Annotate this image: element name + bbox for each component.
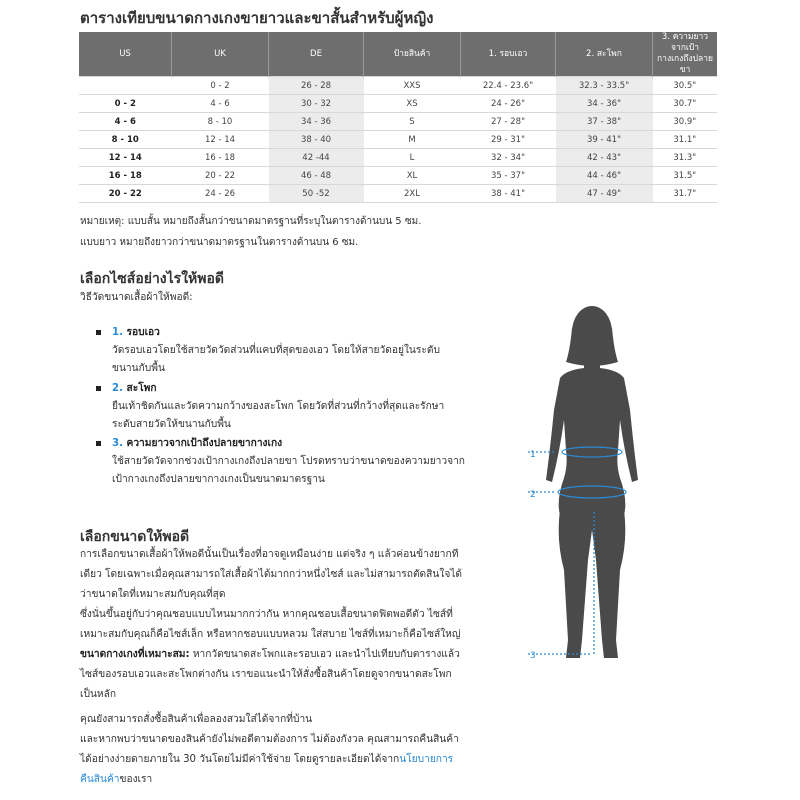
table-cell: 4 - 6 [210,98,230,109]
return-line [80,770,480,790]
table-cell: 24 - 26" [490,98,525,109]
table-row [79,113,717,131]
fit-line: ไซส์ของรอบเอวและสะโพกต่างกัน เราขอแนะนำให้สั่งซื้อสินค้าโดยดูจากขนาดสะโพก [80,669,452,680]
table-cell: 34 - 36" [556,95,653,113]
fit-line: ซึ่งนั่นขึ้นอยู่กับว่าคุณชอบแบบไหนมากกว่ากัน หากคุณชอบเสื้อขนาดฟิตพอดีตัว ไซส์ที่ [80,609,453,620]
return-tail: ของเรา [119,774,153,785]
table-cell: 31.1" [673,134,697,145]
item-number: 2. [112,383,123,394]
fit-paragraph [80,545,480,705]
table-cell: 8 - 10 [111,134,139,145]
body-measurement-figure [520,300,660,670]
table-cell: 38 - 40 [269,131,364,149]
table-cell: 32 - 34" [490,152,525,163]
header-uk: UK [172,32,269,77]
item-title: สะโพก [126,383,157,394]
label-1: 1 [530,450,536,460]
table-cell: 8 - 10 [207,116,233,127]
bullet-icon [96,441,101,446]
pants-fit-text: หากวัดขนาดสะโพกและรอบเอว และนำไปเทียบกับตารางแล้ว [189,649,460,660]
table-cell: 29 - 31" [490,134,525,145]
table-cell: 46 - 48 [269,167,364,185]
page-title: ตารางเทียบขนาดกางเกงขายาวและขาสั้นสำหรับผู้หญิง [80,9,434,27]
return-policy-link[interactable]: นโยบายการ [399,754,454,765]
howto-item-waist [96,324,476,378]
table-cell: 24 - 26 [204,188,236,199]
item-number: 3. [112,438,123,449]
table-header-row [79,32,717,77]
table-cell: M [408,134,416,145]
table-cell: 42 -44 [269,149,364,167]
item-number: 1. [112,327,123,338]
table-cell: 31.3" [673,152,697,163]
table-row [79,131,717,149]
table-cell: 0 - 2 [210,80,230,91]
item-text: ขนานกับพื้น [112,363,165,374]
return-line [80,750,480,770]
table-cell: S [409,116,415,127]
label-3: 3 [530,651,536,661]
item-title: ความยาวจากเป้าถึงปลายขากางเกง [126,438,283,449]
pants-fit-label: ขนาดกางเกงที่เหมาะสม: [80,649,190,660]
table-cell: 42 - 43" [556,149,653,167]
return-policy-link-cont[interactable]: คืนสินค้า [80,774,120,785]
table-cell: XXS [403,80,421,91]
table-cell: 47 - 49" [556,185,653,203]
howto-intro: วิธีวัดขนาดเสื้อผ้าให้พอดี: [80,292,193,303]
item-text: เป้ากางเกงถึงปลายขากางเกงเป็นขนาดมาตรฐาน [112,474,325,485]
table-cell: 31.7" [673,188,697,199]
table-cell: 32.3 - 33.5" [556,77,653,95]
table-cell [79,77,172,95]
item-text: ใช้สายวัดวัดจากช่วงเป้ากางเกงถึงปลายขา โปรดทราบว่าขนาดของความยาวจาก [112,456,465,467]
size-table [79,32,717,203]
fit-heading: เลือกขนาดให้พอดี [80,529,190,545]
table-cell: 50 -52 [269,185,364,203]
howto-item-inseam [96,435,476,489]
table-cell: 30 - 32 [269,95,364,113]
table-cell: 4 - 6 [114,116,136,127]
note-long: แบบยาว หมายถึงยาวกว่าขนาดมาตรฐานในตารางด้านบน 6 ซม. [80,237,359,248]
item-text: ระดับสายวัดให้ขนานกับพื้น [112,419,231,430]
header-de: DE [269,32,364,77]
fit-line: เดียว โดยเฉพาะเมื่อคุณสามารถใส่เสื้อผ้าได้มากกว่าหนึ่งไซส์ และไม่สามารถตัดสินใจได้ [80,569,463,580]
table-row [79,77,717,95]
table-cell: 12 - 14 [108,152,142,163]
table-cell: 12 - 14 [204,134,236,145]
table-cell: 39 - 41" [556,131,653,149]
return-text: ได้อย่างง่ายดายภายใน 30 วันโดยไม่มีค่าใช้จ่าย โดยดูรายละเอียดได้จาก [80,754,400,765]
fit-line: เหมาะสมกับคุณก็คือไซส์เล็ก หรือหากชอบแบบหลวม ใส่สบาย ไซส์ที่เหมาะก็คือไซส์ใหญ่ [80,629,461,640]
table-cell: 22.4 - 23.6" [482,80,534,91]
table-cell: 2XL [404,188,420,199]
item-text: วัดรอบเอวโดยใช้สายวัดวัดส่วนที่แคบที่สุดของเอว โดยให้สายวัดอยู่ในระดับ [112,345,440,356]
table-cell: 20 - 22 [204,170,236,181]
table-cell: 16 - 18 [204,152,236,163]
table-cell: 34 - 36 [269,113,364,131]
header-waist: 1. รอบเอว [461,32,556,77]
woman-silhouette [546,306,638,658]
header-label: ป้ายสินค้า [364,32,461,77]
label-2: 2 [530,490,536,500]
howto-item-hip [96,380,476,434]
table-cell: 27 - 28" [490,116,525,127]
item-title: รอบเอว [126,327,160,338]
table-cell: 30.9" [673,116,697,127]
note-short: หมายเหตุ: แบบสั้น หมายถึงสั้นกว่าขนาดมาตรฐานที่ระบุในตารางด้านบน 5 ซม. [80,216,422,227]
table-cell: 44 - 46" [556,167,653,185]
table-cell: 0 - 2 [114,98,136,109]
fit-line: เป็นหลัก [80,689,117,700]
bullet-icon [96,386,101,391]
fit-line: ว่าขนาดใดที่เหมาะสมกับคุณที่สุด [80,589,226,600]
table-row [79,149,717,167]
table-cell: L [409,152,415,163]
table-cell: 30.5" [673,80,697,91]
table-cell: 31.5" [673,170,697,181]
table-cell: XS [406,98,418,109]
header-hip: 2. สะโพก [556,32,653,77]
table-cell: 16 - 18 [108,170,142,181]
table-row [79,95,717,113]
return-line: และหากพบว่าขนาดของสินค้ายังไม่พอดีตามต้องการ ไม่ต้องกังวล คุณสามารถคืนสินค้า [80,734,459,745]
table-cell: 37 - 38" [556,113,653,131]
table-row [79,167,717,185]
table-cell: 26 - 28 [269,77,364,95]
return-paragraph [80,710,480,790]
bullet-icon [96,330,101,335]
table-cell: 35 - 37" [490,170,525,181]
fit-line-pants [80,645,480,665]
return-line: คุณยังสามารถสั่งซื้อสินค้าเพื่อลองสวมใส่ได้จากที่บ้าน [80,714,313,725]
header-inseam: 3. ความยาวจากเป้า กางเกงถึงปลายขา [653,32,718,77]
fit-line: การเลือกขนาดเสื้อผ้าให้พอดีนั้นเป็นเรื่องที่อาจดูเหมือนง่าย แต่จริง ๆ แล้วค่อนข้างยากที [80,549,459,560]
header-us: US [79,32,172,77]
item-text: ยืนเท้าชิดกันและวัดความกว้างของสะโพก โดยวัดที่ส่วนที่กว้างที่สุดและรักษา [112,401,445,412]
howto-heading: เลือกไซส์อย่างไรให้พอดี [80,271,224,287]
table-row [79,185,717,203]
table-cell: XL [406,170,418,181]
table-cell: 38 - 41" [490,188,525,199]
table-cell: 20 - 22 [108,188,142,199]
table-cell: 30.7" [673,98,697,109]
